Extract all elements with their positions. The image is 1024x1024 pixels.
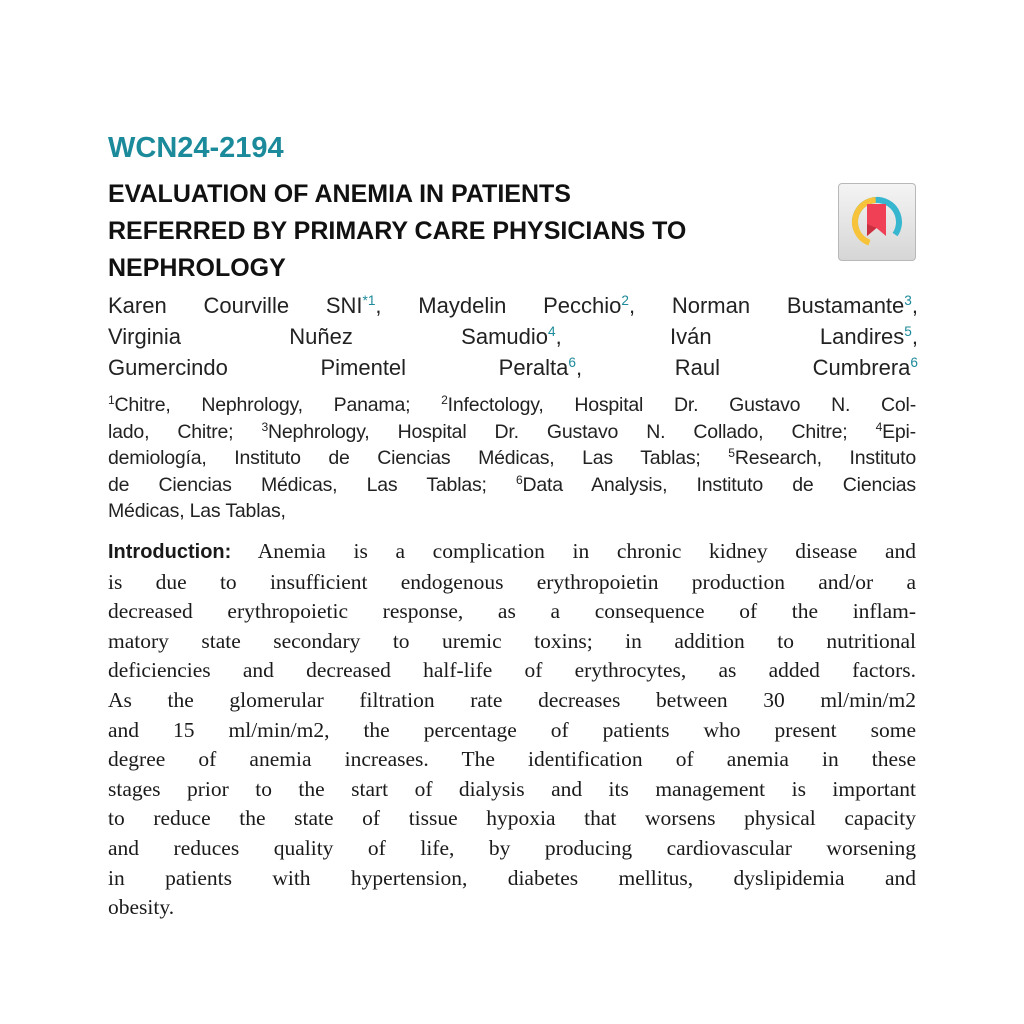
check-for-updates-button[interactable] [838, 183, 916, 261]
intro-line: Anemia is a complication in chronic kidney disease and [231, 539, 916, 563]
affil-text: de Ciencias Médicas, Las Tablas; [108, 473, 516, 496]
sep: , [575, 355, 675, 380]
affil-text: Chitre, Nephrology, Panama; [114, 394, 442, 416]
affil-sup: 4 [875, 419, 883, 434]
intro-line: in patients with hypertension, diabetes mellitus, dyslipidemia and [108, 865, 916, 890]
affil-text: lado, Chitre; [108, 420, 262, 443]
author: Gumercindo Pimentel Peralta [108, 355, 569, 380]
sep: , [555, 324, 671, 349]
author: Raul Cumbrera [674, 355, 911, 380]
intro-line: and reduces quality of life, by producing cardiovascular worsening [108, 835, 916, 860]
author-sup: 5 [904, 323, 912, 339]
introduction-heading: Introduction: [108, 541, 232, 563]
author-sup: 6 [568, 354, 576, 370]
affil-text: demiología, Instituto de Ciencias Médicas, Las Tablas; [108, 447, 729, 469]
title-line: NEPHROLOGY [108, 254, 286, 282]
author-sup: 4 [548, 323, 556, 339]
intro-line: is due to insufficient endogenous erythropoietin production and/or a [108, 569, 916, 594]
affil-sup: 5 [728, 445, 735, 460]
intro-line: stages prior to the start of dialysis and its management is important [108, 776, 916, 801]
author-sup: *1 [362, 292, 376, 308]
sep: , [375, 293, 419, 318]
affil-sup: 1 [108, 392, 115, 407]
affil-text: Data Analysis, Instituto de Ciencias [522, 473, 916, 496]
author: Maydelin Pecchio [418, 293, 622, 318]
author-sup: 6 [910, 354, 918, 370]
introduction-section [108, 537, 916, 923]
author-sup: 2 [621, 292, 629, 308]
affil-text: Médicas, Las Tablas, [108, 500, 286, 522]
affil-text: Nephrology, Hospital Dr. Gustavo N. Collado, Chitre; [268, 420, 876, 443]
intro-line: matory state secondary to uremic toxins; in addition to nutritional [108, 628, 916, 653]
author: Iván Landires [670, 324, 905, 349]
intro-line: obesity. [108, 895, 175, 920]
intro-line: and 15 ml/min/m2, the percentage of patients who present some [108, 717, 916, 742]
author-sup: 3 [904, 292, 912, 308]
intro-line: degree of anemia increases. The identification of anemia in these [108, 747, 916, 772]
affil-sup: 3 [261, 419, 269, 434]
abstract-title [108, 176, 828, 287]
abstract-id: WCN24-2194 [108, 132, 284, 164]
affil-text: Research, Instituto [734, 447, 917, 469]
intro-line: decreased erythropoietic response, as a consequence of the inflam- [108, 599, 916, 624]
intro-line: to reduce the state of tissue hypoxia that worsens physical capacity [108, 806, 916, 831]
sep: , [628, 293, 672, 318]
intro-line: As the glomerular filtration rate decreases between 30 ml/min/m2 [108, 687, 916, 712]
author: Norman Bustamante [671, 293, 905, 318]
sep: , [911, 293, 918, 318]
affiliations [108, 392, 916, 525]
author: Karen Courville SNI [108, 293, 363, 318]
bookmark-check-for-updates-icon [839, 184, 915, 260]
intro-line: deficiencies and decreased half-life of erythrocytes, as added factors. [108, 658, 916, 683]
sep: , [911, 324, 918, 349]
affil-text: Infectology, Hospital Dr. Gustavo N. Col- [447, 394, 916, 416]
title-line: REFERRED BY PRIMARY CARE PHYSICIANS TO [108, 217, 687, 245]
title-line: EVALUATION OF ANEMIA IN PATIENTS [108, 180, 571, 208]
affil-text: Epi- [882, 420, 916, 443]
author-list [108, 290, 918, 383]
affil-sup: 2 [441, 392, 448, 407]
affil-sup: 6 [515, 472, 523, 487]
author: Virginia Nuñez Samudio [108, 324, 549, 349]
